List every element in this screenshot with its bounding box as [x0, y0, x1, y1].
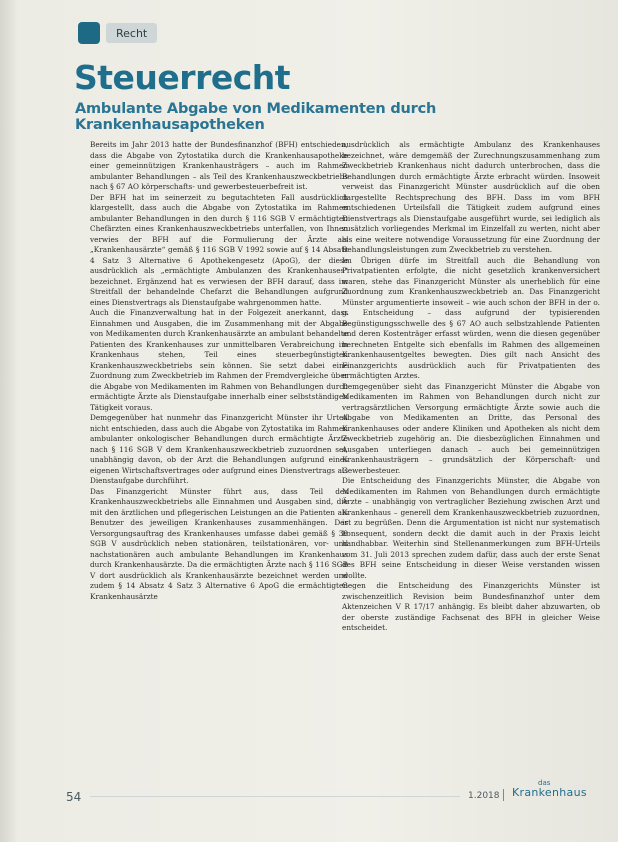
paragraph: Demgegenüber sieht das Finanzgericht Münster die Abgabe von Medikamenten im Rahmen von Behandlungen durch nicht zur vertragsärztlichen Versorgung ermächtigte Ärzte sowie auch die Abgabe von Medikamenten an Dritte, das Personal des Krankenhauses oder andere Kliniken und Apotheken als nicht dem Zweckbetrieb zugehörig an. Die diesbezüglichen Einnahmen und Ausgaben unterliegen danach – auch bei gemeinnützigen Krankenhausträgern – grundsätzlich der Körperschaft- und Gewerbesteuer. — [342, 381, 600, 475]
left-column — [90, 140, 348, 602]
article-title: Steuerrecht — [74, 58, 291, 97]
paragraph: Auch die Finanzverwaltung hat in der Folgezeit anerkannt, dass Einnahmen und Ausgaben, die im Zusammenhang mit der Abgabe von Medikamenten durch Krankenhausärzte an ambulant behandelte Patienten des Krankenhauses zur unmittelbaren Verabreichung im Krankenhaus stehen, Teil eines steuerbegünstigten Krankenhauszweckbetriebs sein können. Sie setzt dabei eine Zuordnung zum Zweckbetrieb im Rahmen der Fremdvergleiche über die Abgabe von Medikamenten im Rahmen von Behandlungen durch ermächtigte Ärzte als Dienstaufgabe innerhalb einer selbstständigen Tätigkeit voraus. — [90, 308, 348, 412]
logo-small-text: das — [538, 779, 551, 787]
footer-divider — [90, 796, 460, 797]
paragraph: Die Entscheidung des Finanzgerichts Münster, die Abgabe von Medikamenten im Rahmen von Behandlungen durch ermächtigte Ärzte – unabhängig von vertraglicher Beziehung zwischen Arzt und Krankenhaus – generell dem Krankenhauszweckbetrieb zuzuordnen, ist zu begrüßen. Denn die Argumentation ist nicht nur systematisch konsequent, sondern deckt die damit auch in der Praxis leicht handhabbar. Weiterhin sind Stellenanmerkungen zum BFH-Urteils vom 31. Juli 2013 sprechen zudem dafür, dass auch der erste Senat des BFH seine Entscheidung in dieser Weise verstanden wissen wollte. — [342, 476, 600, 580]
paragraph: ausdrücklich als ermächtigte Ambulanz des Krankenhauses bezeichnet, wäre demgemäß der Zurechnungszusammenhang zum Zweckbetrieb Krankenhaus nicht dadurch unterbrochen, dass die Behandlungen durch ermächtigte Ärzte erbracht würden. Insoweit verweist das Finanzgericht Münster ausdrücklich auf die oben dargestellte Rechtsprechung des BFH. Dass im vom BFH entschiedenen Urteilsfall die Tätigkeit zudem aufgrund eines Dienstvertrags als Dienstaufgabe ausgeführt wurde, sei lediglich als zusätzlich vorliegendes Merkmal im Einzelfall zu werten, nicht aber als eine weitere notwendige Voraussetzung für eine Zuordnung der Behandlungsleistungen zum Zweckbetrieb zu verstehen. — [342, 140, 600, 254]
right-column — [342, 140, 600, 634]
paragraph: Gegen die Entscheidung des Finanzgerichts Münster ist zwischenzeitlich Revision beim Bundesfinanzhof unter dem Aktenzeichen V R 17/17 anhängig. Es bleibt daher abzuwarten, ob der oberste zuständige Fachsenat des BFH in gleicher Weise entscheidet. — [342, 581, 600, 632]
category-square-icon — [78, 22, 100, 44]
magazine-logo — [512, 780, 587, 798]
issue-number: 1.2018 — [468, 791, 500, 801]
paragraph: Im Übrigen dürfe im Streitfall auch die Behandlung von Privatpatienten erfolgte, die nicht gesetzlich krankenversichert waren, stehe das Finanzgericht Münster als unerheblich für eine Zuordnung zum Krankenhauszweckbetrieb an. Das Finanzgericht Münster argumentierte insoweit – wie auch schon der BFH in der o. g. Entscheidung – dass aufgrund der typisierenden Begünstigungsschwelle des § 67 AO auch selbstzahlende Patienten und deren Kostenträger erfasst würden, wenn die diesen gegenüber berechneten Entgelte sich ebenfalls im Rahmen des allgemeinen Krankenhausentgeltes bewegten. Dies gilt nach Ansicht des Finanzgerichts ausdrücklich auch für Privatpatienten des ermächtigten Arztes. — [342, 255, 600, 380]
paragraph: Das Finanzgericht Münster führt aus, dass Teil des Krankenhauszweckbetriebs alle Einnahmen und Ausgaben sind, die mit den ärztlichen und pflegerischen Leistungen an die Patienten als Benutzer des jeweiligen Krankenhauses zusammenhängen. Der Versorgungsauftrag des Krankenhauses umfasse dabei gemäß § 39 SGB V ausdrücklich neben stationären, teilstationären, vor- und nachstationären auch ambulante Behandlungen im Krankenhaus durch Krankenhausärzte. Da die ermächtigten Ärzte nach § 116 SGB V dort ausdrücklich als Krankenhausärzte bezeichnet werden und zudem § 14 Absatz 4 Satz 3 Alternative 6 ApoG die ermächtigten Krankenhausärzte — [90, 486, 348, 601]
article-subtitle: Ambulante Abgabe von Medikamenten durch Krankenhausapotheken — [75, 101, 437, 133]
category-tag — [78, 22, 157, 44]
paragraph: Demgegenüber hat nunmehr das Finanzgericht Münster ihr Urteil nicht entschieden, dass auch die Abgabe von Zytostatika im Rahmen ambulanter onkologischer Behandlungen durch ermächtigte Ärzte nach § 116 SGB V dem Krankenhauszweckbetrieb zuzuordnen sei, unabhängig davon, ob der Arzt die Behandlungen aufgrund eines eigenen Wirtschaftsvertrages oder aufgrund eines Dienstvertrags als Dienstaufgabe durchführt. — [90, 413, 348, 485]
footer-separator — [503, 789, 504, 801]
category-label: Recht — [106, 23, 157, 43]
paragraph: Bereits im Jahr 2013 hatte der Bundesfinanzhof (BFH) entschieden, dass die Abgabe von Zytostatika durch die Krankenhausapotheke einer gemeinnützigen Krankenhausträgers – auch im Rahmen ambulanter Behandlungen – als Teil des Krankenhauszweckbetriebs nach § 67 AO körperschafts- und gewerbesteuerbefreit ist. — [90, 140, 348, 191]
paragraph: Der BFH hat im seinerzeit zu begutachteten Fall ausdrücklich klargestellt, dass auch die Abgabe von Zytostatika im Rahmen ambulanter Behandlungen in den durch § 116 SGB V ermächtigten Chefärzten eines Krankenhauszweckbetriebs unterfallen, von Ihnen verwies der BFH auf die Formulierung der Ärzte als „Krankenhausärzte“ gemäß § 116 SGB V 1992 sowie auf § 14 Absatz 4 Satz 3 Alternative 6 Apothekengesetz (ApoG), der diese ausdrücklich als „ermächtigte Ambulanzen des Krankenhauses“ bezeichnet. Ergänzend hat es verwiesen der BFH darauf, dass im Streitfall der behandelnde Chefarzt die Behandlungen aufgrund eines Dienstvertrags als Dienstaufgabe wahrgenommen hatte. — [90, 192, 348, 307]
logo-big-text: Krankenhaus — [512, 786, 587, 799]
page-number: 54 — [66, 790, 82, 804]
